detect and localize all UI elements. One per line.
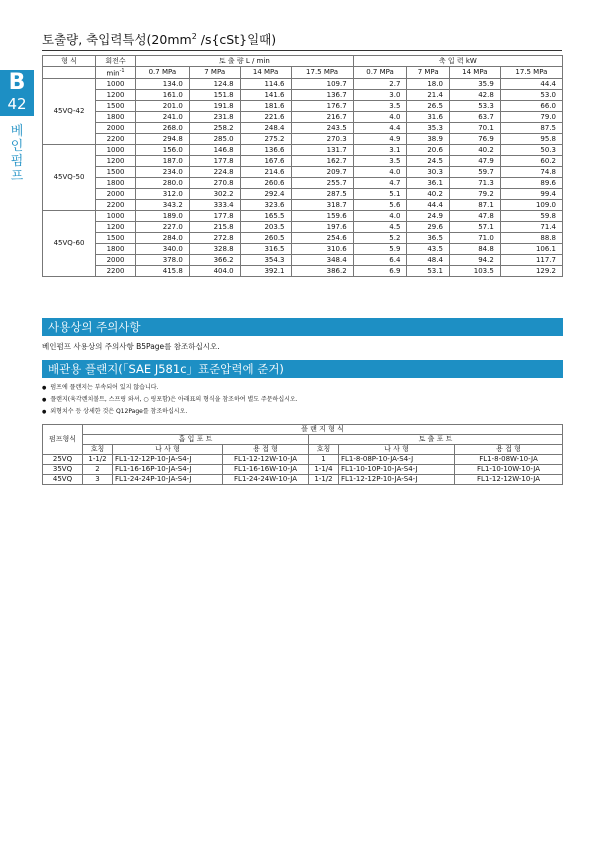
flow-cell: 310.6 [291,244,353,255]
header-pump-model: 펌프형식 [43,425,83,455]
table-row [43,266,563,277]
flow-cell: 270.3 [291,134,353,145]
flow-cell: 415.8 [136,266,190,277]
flange-cell: 1-1/2 [309,475,339,485]
flow-cell: 348.4 [291,255,353,266]
flow-cell: 109.7 [291,79,353,90]
power-cell: 47.9 [449,156,500,167]
power-cell: 6.9 [353,266,407,277]
bullet-item: ● 펌프에 플랜지는 부속되어 있지 않습니다. [42,382,298,394]
power-cell: 87.5 [500,123,562,134]
flow-cell: 167.6 [240,156,291,167]
flange-notes [42,382,298,418]
table-row [43,145,563,156]
power-cell: 59.8 [500,211,562,222]
flow-cell: 214.6 [240,167,291,178]
header-size: 호칭 [83,445,113,455]
power-cell: 36.1 [407,178,449,189]
power-cell: 47.8 [449,211,500,222]
header-flow: 토 출 량 L / min [136,56,354,67]
rpm-cell: 2200 [96,266,136,277]
power-cell: 42.8 [449,90,500,101]
power-cell: 76.9 [449,134,500,145]
flow-cell: 378.0 [136,255,190,266]
power-cell: 4.0 [353,167,407,178]
flange-cell: FL1-24-24P-10-JA-S4-J [113,475,223,485]
flow-cell: 136.6 [240,145,291,156]
table-row [43,123,563,134]
table-row [43,455,563,465]
table-row [43,156,563,167]
flow-cell: 284.0 [136,233,190,244]
header-inlet: 흡 입 포 트 [83,435,309,445]
power-cell: 71.4 [500,222,562,233]
power-cell: 99.4 [500,189,562,200]
power-cell: 38.9 [407,134,449,145]
flow-cell: 333.4 [189,200,240,211]
power-cell: 59.7 [449,167,500,178]
power-cell: 44.4 [500,79,562,90]
flow-cell: 221.6 [240,112,291,123]
flow-cell: 254.6 [291,233,353,244]
flow-cell: 151.8 [189,90,240,101]
power-cell: 95.8 [500,134,562,145]
flow-cell: 268.0 [136,123,190,134]
power-cell: 106.1 [500,244,562,255]
power-cell: 4.0 [353,112,407,123]
flow-cell: 241.0 [136,112,190,123]
table-row [43,90,563,101]
flow-cell: 270.8 [189,178,240,189]
header-thread: 나 사 형 [113,445,223,455]
power-cell: 3.5 [353,156,407,167]
flow-cell: 203.5 [240,222,291,233]
flow-cell: 404.0 [189,266,240,277]
header-thread: 나 사 형 [339,445,455,455]
power-cell: 26.5 [407,101,449,112]
table-row [43,178,563,189]
header-outlet: 토 출 포 트 [309,435,563,445]
flange-cell: 2 [83,465,113,475]
flow-cell: 162.7 [291,156,353,167]
section-bar-flange: 배관용 플랜지(「SAE J581c」표준압력에 준거) [42,360,563,378]
section-label-char: 인 [10,139,24,154]
flange-cell: 1-1/4 [309,465,339,475]
header-blank [43,67,96,79]
power-cell: 43.5 [407,244,449,255]
header-pressure: 14 MPa [240,67,291,79]
rpm-cell: 1200 [96,222,136,233]
header-rpm: 회전수 [96,56,136,67]
power-cell: 71.3 [449,178,500,189]
flow-cell: 124.8 [189,79,240,90]
power-cell: 79.0 [500,112,562,123]
flange-cell: FL1-24-24W-10-JA [223,475,309,485]
flow-cell: 302.2 [189,189,240,200]
rpm-cell: 1800 [96,112,136,123]
power-cell: 29.6 [407,222,449,233]
header-power: 축 입 력 kW [353,56,562,67]
power-cell: 4.7 [353,178,407,189]
section-label [7,124,27,184]
power-cell: 24.9 [407,211,449,222]
header-pressure: 0.7 MPa [353,67,407,79]
flow-cell: 159.6 [291,211,353,222]
flow-cell: 177.8 [189,211,240,222]
table-row [43,200,563,211]
section-label-char: 펌 [10,154,24,169]
flow-cell: 294.8 [136,134,190,145]
flange-cell: 1-1/2 [83,455,113,465]
flow-cell: 318.7 [291,200,353,211]
flange-cell: 35VQ [43,465,83,475]
rpm-cell: 2000 [96,123,136,134]
flow-cell: 354.3 [240,255,291,266]
power-cell: 57.1 [449,222,500,233]
power-cell: 24.5 [407,156,449,167]
table-row [43,101,563,112]
power-cell: 5.6 [353,200,407,211]
header-weld: 용 접 형 [223,445,309,455]
table-row [43,255,563,266]
table-row [43,134,563,145]
flow-cell: 280.0 [136,178,190,189]
table-row [43,465,563,475]
power-cell: 4.0 [353,211,407,222]
power-cell: 53.3 [449,101,500,112]
flow-cell: 328.8 [189,244,240,255]
flow-cell: 216.7 [291,112,353,123]
table-row [43,222,563,233]
rpm-cell: 2200 [96,134,136,145]
power-cell: 4.5 [353,222,407,233]
header-weld: 용 접 형 [455,445,563,455]
flow-cell: 189.0 [136,211,190,222]
header-pressure: 7 MPa [407,67,449,79]
flow-cell: 260.6 [240,178,291,189]
flow-cell: 340.0 [136,244,190,255]
table-row [43,79,563,90]
section-label-char: 베 [10,124,24,139]
power-cell: 74.8 [500,167,562,178]
flow-cell: 275.2 [240,134,291,145]
flange-cell: FL1-10-10W-10-JA [455,465,563,475]
flow-cell: 134.0 [136,79,190,90]
flow-cell: 165.5 [240,211,291,222]
header-flange-model: 플 랜 지 형 식 [83,425,563,435]
flow-cell: 316.5 [240,244,291,255]
power-cell: 70.1 [449,123,500,134]
flow-cell: 215.8 [189,222,240,233]
flow-cell: 197.6 [291,222,353,233]
flow-cell: 227.0 [136,222,190,233]
flow-cell: 181.6 [240,101,291,112]
power-cell: 60.2 [500,156,562,167]
rpm-cell: 1200 [96,156,136,167]
flow-cell: 187.0 [136,156,190,167]
flange-cell: FL1-12-12P-10-JA-S4-J [113,455,223,465]
power-cell: 18.0 [407,79,449,90]
flow-cell: 343.2 [136,200,190,211]
flow-cell: 255.7 [291,178,353,189]
header-pressure: 0.7 MPa [136,67,190,79]
rpm-cell: 2200 [96,200,136,211]
power-cell: 63.7 [449,112,500,123]
bullet-item: ● 외형치수 등 상세한 것은 Q12Page를 참조하십시오. [42,406,298,418]
rpm-cell: 1800 [96,244,136,255]
flow-cell: 131.7 [291,145,353,156]
flow-cell: 258.2 [189,123,240,134]
power-cell: 89.6 [500,178,562,189]
power-cell: 79.2 [449,189,500,200]
power-cell: 35.3 [407,123,449,134]
power-cell: 30.3 [407,167,449,178]
power-cell: 71.0 [449,233,500,244]
power-cell: 3.5 [353,101,407,112]
title-main: 토출량, 축입력특성(20mm [42,32,192,47]
power-cell: 20.6 [407,145,449,156]
power-cell: 50.3 [500,145,562,156]
flange-cell: FL1-12-12W-10-JA [223,455,309,465]
flange-table [42,424,563,485]
flow-cell: 224.8 [189,167,240,178]
power-cell: 2.7 [353,79,407,90]
page-number: 42 [7,95,27,113]
power-cell: 94.2 [449,255,500,266]
title-rest: /s{cSt}일때) [196,32,277,47]
flange-cell: FL1-12-12P-10-JA-S4-J [339,475,455,485]
power-cell: 48.4 [407,255,449,266]
power-cell: 5.2 [353,233,407,244]
model-cell: 45VQ-50 [43,145,96,211]
header-pressure: 17.5 MPa [291,67,353,79]
model-cell: 45VQ-60 [43,211,96,277]
flow-cell: 366.2 [189,255,240,266]
rpm-cell: 1500 [96,101,136,112]
table-row [43,211,563,222]
power-cell: 109.0 [500,200,562,211]
flange-cell: 3 [83,475,113,485]
rpm-cell: 1500 [96,167,136,178]
flange-cell: FL1-16-16P-10-JA-S4-J [113,465,223,475]
flow-cell: 209.7 [291,167,353,178]
power-cell: 103.5 [449,266,500,277]
rpm-cell: 1000 [96,79,136,90]
header-pressure: 7 MPa [189,67,240,79]
power-cell: 117.7 [500,255,562,266]
flow-cell: 234.0 [136,167,190,178]
header-pressure: 14 MPa [449,67,500,79]
flange-cell: 45VQ [43,475,83,485]
section-bar-precautions: 사용상의 주의사항 [42,318,563,336]
rpm-cell: 1500 [96,233,136,244]
flange-cell: FL1-16-16W-10-JA [223,465,309,475]
flow-cell: 312.0 [136,189,190,200]
power-cell: 31.6 [407,112,449,123]
power-cell: 88.8 [500,233,562,244]
precautions-note: 베인펌프 사용상의 주의사항 B5Page를 참조하십시오. [42,342,220,351]
flow-cell: 141.6 [240,90,291,101]
header-pressure: 17.5 MPa [500,67,562,79]
header-model: 형 식 [43,56,96,67]
bullet-item: ● 플랜지(육각렌치볼트, 스프링 와셔, ○ 링포함)은 아래표의 형식을 참조하여 별도 주문하십시오. [42,394,298,406]
flow-cell: 176.7 [291,101,353,112]
table-row [43,112,563,123]
power-cell: 21.4 [407,90,449,101]
flow-cell: 231.8 [189,112,240,123]
power-cell: 36.5 [407,233,449,244]
flow-cell: 177.8 [189,156,240,167]
power-cell: 5.1 [353,189,407,200]
flow-cell: 285.0 [189,134,240,145]
flow-cell: 248.4 [240,123,291,134]
flow-cell: 287.5 [291,189,353,200]
flange-cell: FL1-8-08P-10-JA-S4-J [339,455,455,465]
section-tab [0,70,34,116]
model-cell: 45VQ-42 [43,79,96,145]
flow-power-table [42,55,563,277]
power-cell: 35.9 [449,79,500,90]
power-cell: 6.4 [353,255,407,266]
power-cell: 40.2 [407,189,449,200]
power-cell: 3.1 [353,145,407,156]
flow-cell: 272.8 [189,233,240,244]
power-cell: 44.4 [407,200,449,211]
power-cell: 4.9 [353,134,407,145]
rpm-cell: 2000 [96,189,136,200]
power-cell: 5.9 [353,244,407,255]
power-cell: 40.2 [449,145,500,156]
power-cell: 84.8 [449,244,500,255]
page-title [42,30,562,51]
flow-cell: 392.1 [240,266,291,277]
section-label-char: 프 [10,169,24,184]
power-cell: 53.1 [407,266,449,277]
rpm-cell: 1200 [96,90,136,101]
header-rpm-unit: $\min^{-1}$ [96,67,136,79]
power-cell: 4.4 [353,123,407,134]
flange-cell: FL1-8-08W-10-JA [455,455,563,465]
flow-cell: 136.7 [291,90,353,101]
flange-cell: FL1-10-10P-10-JA-S4-J [339,465,455,475]
power-cell: 87.1 [449,200,500,211]
table-row [43,167,563,178]
flange-cell: 1 [309,455,339,465]
power-cell: 53.0 [500,90,562,101]
flow-cell: 191.8 [189,101,240,112]
rpm-cell: 2000 [96,255,136,266]
flow-cell: 114.6 [240,79,291,90]
flow-cell: 156.0 [136,145,190,156]
header-size: 호칭 [309,445,339,455]
flow-cell: 243.5 [291,123,353,134]
power-cell: 129.2 [500,266,562,277]
flow-cell: 386.2 [291,266,353,277]
rpm-cell: 1000 [96,211,136,222]
rpm-cell: 1000 [96,145,136,156]
rpm-cell: 1800 [96,178,136,189]
flange-cell: FL1-12-12W-10-JA [455,475,563,485]
table-row [43,233,563,244]
flow-cell: 260.5 [240,233,291,244]
power-cell: 66.0 [500,101,562,112]
flow-cell: 323.6 [240,200,291,211]
flange-cell: 25VQ [43,455,83,465]
title-superscript: 2 [191,31,197,41]
flow-cell: 201.0 [136,101,190,112]
table-row [43,189,563,200]
table-row [43,475,563,485]
flow-cell: 292.4 [240,189,291,200]
table-row [43,244,563,255]
flow-cell: 161.0 [136,90,190,101]
flow-cell: 146.8 [189,145,240,156]
power-cell: 3.0 [353,90,407,101]
section-letter: B [8,70,26,95]
